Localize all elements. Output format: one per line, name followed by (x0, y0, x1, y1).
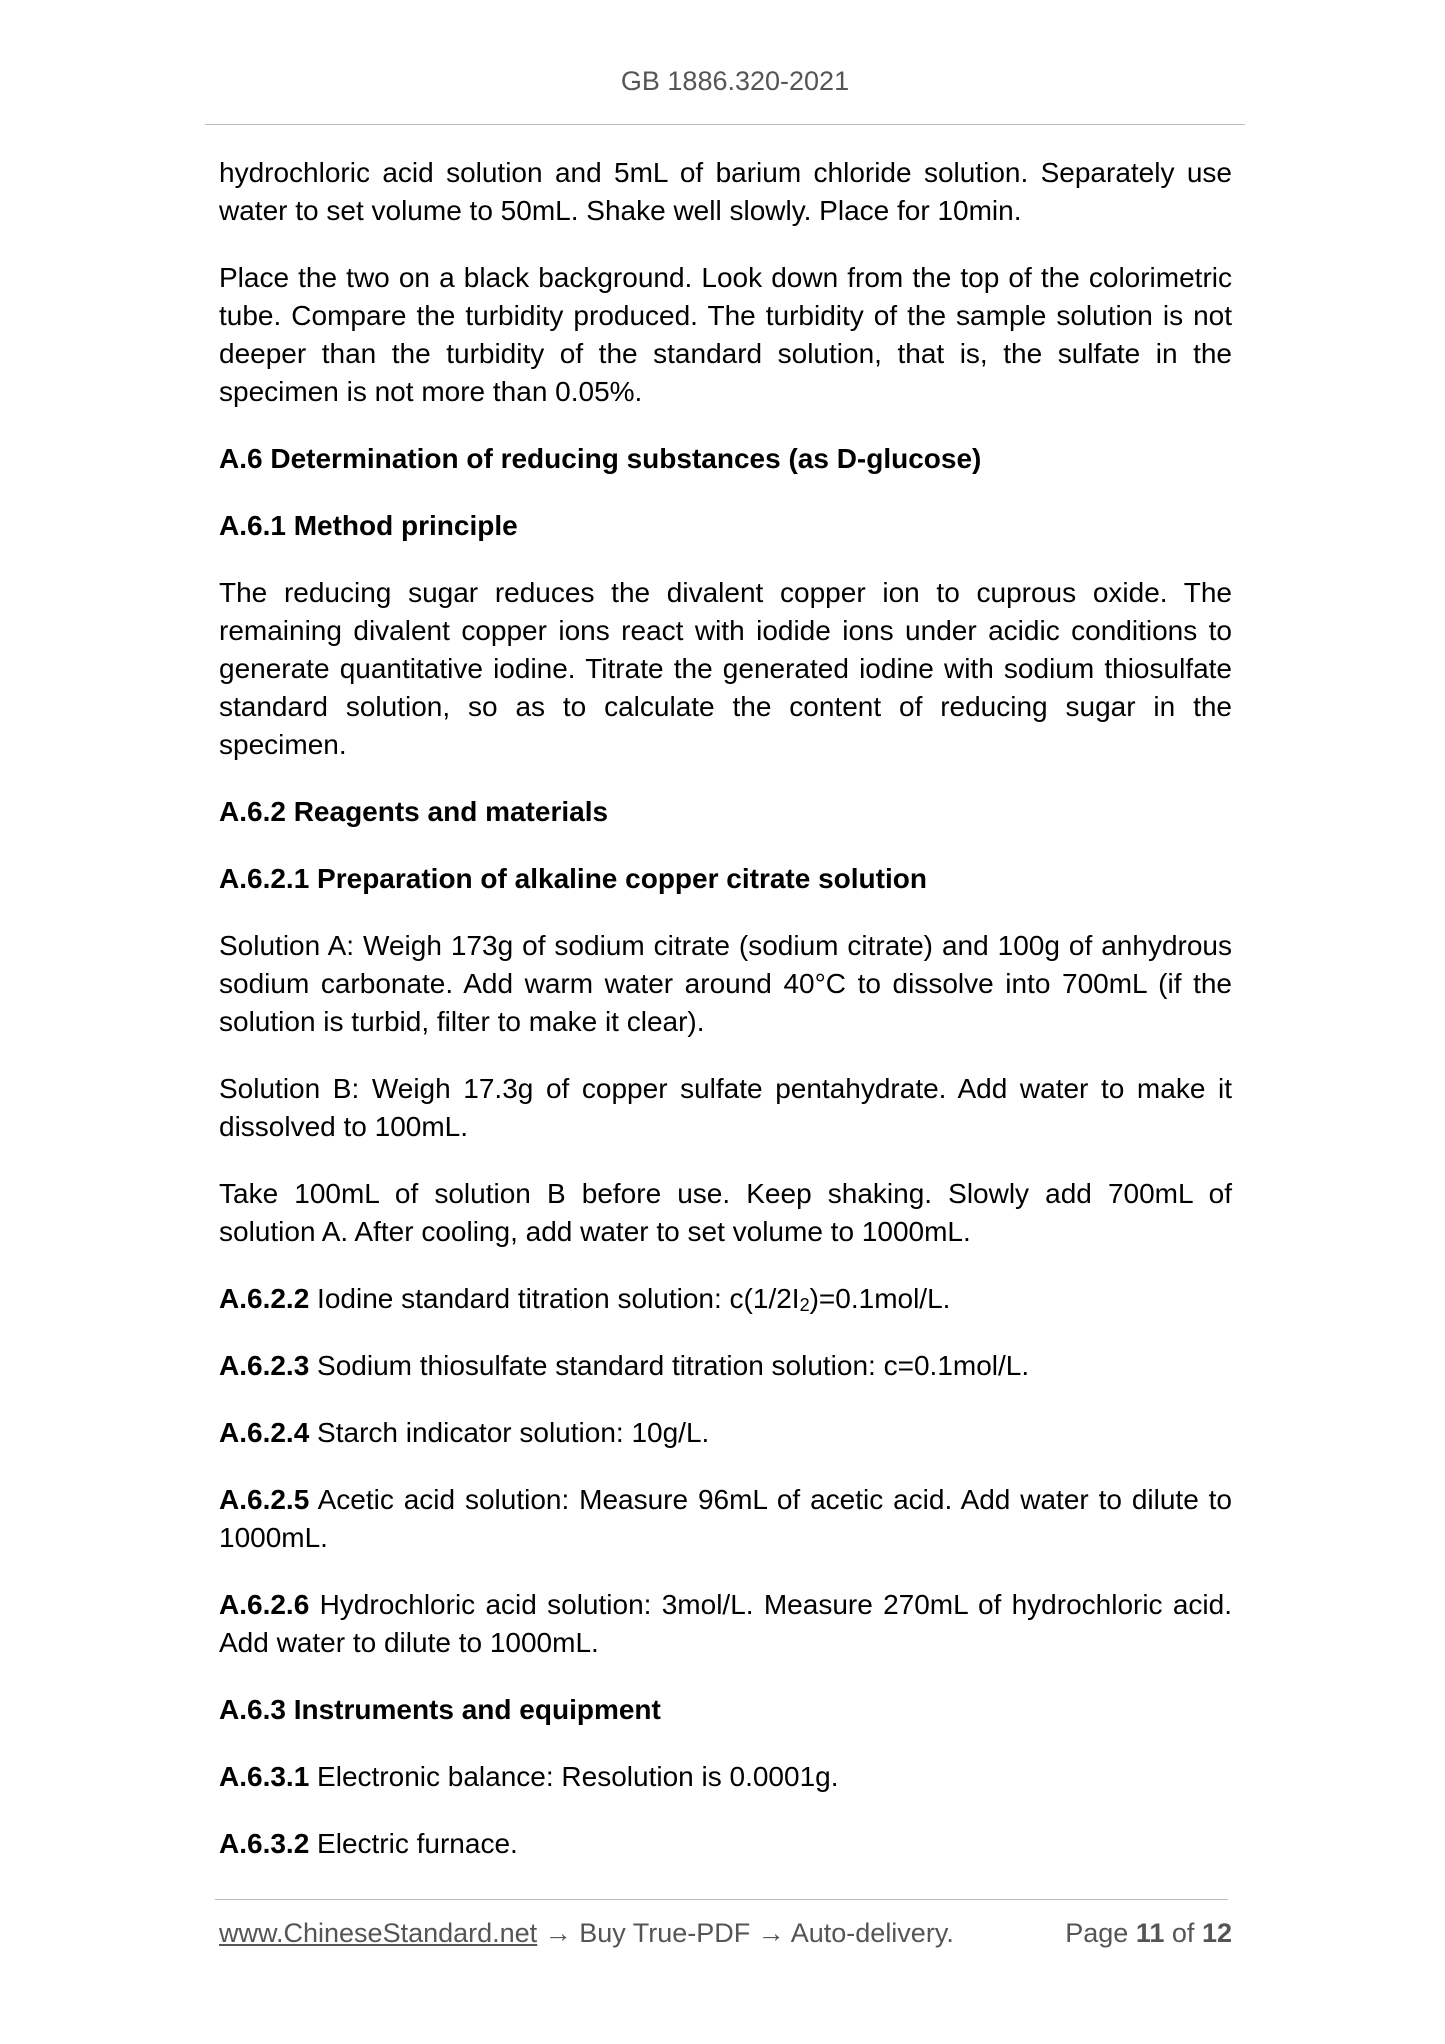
section-heading-a6-2-1: A.6.2.1 Preparation of alkaline copper citrate solution (219, 863, 927, 894)
paragraph-mixing: Take 100mL of solution B before use. Keep shaking. Slowly add 700mL of solution A. After cooling, add water to set volume to 1000mL. (219, 1178, 1232, 1247)
clause-a6-2-5 (219, 1481, 1232, 1557)
clause-a6-3-1 (219, 1758, 1232, 1796)
paragraph-solution-b: Solution B: Weigh 17.3g of copper sulfate pentahydrate. Add water to make it dissolved to 100mL. (219, 1073, 1232, 1142)
clause-number: A.6.3.2 (219, 1828, 310, 1859)
paragraph-continuation: hydrochloric acid solution and 5mL of barium chloride solution. Separately use water to set volume to 50mL. Shake well slowly. Place for 10min. (219, 157, 1232, 226)
current-page: 11 (1135, 1918, 1165, 1948)
clause-a6-2-4 (219, 1414, 1232, 1452)
section-heading-a6-2: A.6.2 Reagents and materials (219, 796, 609, 827)
document-body (219, 154, 1232, 1892)
document-code: GB 1886.320-2021 (620, 66, 850, 96)
section-heading-a6-1: A.6.1 Method principle (219, 510, 518, 541)
subscript: 2 (799, 1295, 810, 1315)
clause-number: A.6.2.5 (219, 1484, 310, 1515)
page-label: Page (1065, 1918, 1129, 1948)
total-pages: 12 (1201, 1918, 1232, 1948)
clause-text: Iodine standard titration solution: c(1/2I (309, 1283, 800, 1314)
clause-number: A.6.2.2 (219, 1283, 310, 1314)
clause-number: A.6.2.3 (219, 1350, 310, 1381)
footer-divider (215, 1899, 1228, 1900)
paragraph-method-principle: The reducing sugar reduces the divalent copper ion to cuprous oxide. The remaining divalent copper ions react with iodide ions under acidic conditions to generate quantitative iodine. Titrate the generated iodine with sodium thiosulfate standard solution, so as to calculate the content of reducing sugar in the specimen. (219, 577, 1232, 760)
paragraph-turbidity-comparison: Place the two on a black background. Look down from the top of the colorimetric tube. Compare the turbidity produced. The turbidity of the sample solution is not deeper than the turbidity of the standard solution, that is, the sulfate in the specimen is not more than 0.05%. (219, 262, 1232, 407)
section-heading-a6-3: A.6.3 Instruments and equipment (219, 1694, 661, 1725)
clause-text: Sodium thiosulfate standard titration solution: c=0.1mol/L. (309, 1350, 1030, 1381)
clause-text: Electronic balance: Resolution is 0.0001g. (309, 1761, 839, 1792)
clause-a6-2-6 (219, 1586, 1232, 1662)
clause-a6-3-2 (219, 1825, 1232, 1863)
of-label: of (1171, 1918, 1195, 1948)
footer-promo (219, 1916, 954, 1950)
clause-number: A.6.3.1 (219, 1761, 310, 1792)
clause-a6-2-2 (219, 1280, 1232, 1318)
footer-tagline: → Buy True-PDF → Auto-delivery. (537, 1918, 954, 1948)
page-number (1065, 1916, 1232, 1950)
section-heading-a6: A.6 Determination of reducing substances (as D-glucose) (219, 443, 982, 474)
page-header (205, 66, 1245, 125)
clause-a6-2-3 (219, 1347, 1232, 1385)
paragraph-solution-a: Solution A: Weigh 173g of sodium citrate (sodium citrate) and 100g of anhydrous sodium carbonate. Add warm water around 40°C to dissolve into 700mL (if the solution is turbid, filter to make it clear). (219, 930, 1232, 1037)
website-link[interactable]: www.ChineseStandard.net (219, 1918, 538, 1948)
clause-text: Hydrochloric acid solution: 3mol/L. Measure 270mL of hydrochloric acid. Add water to dilute to 1000mL. (219, 1589, 1232, 1658)
clause-text-end: )=0.1mol/L. (809, 1283, 951, 1314)
clause-number: A.6.2.4 (219, 1417, 310, 1448)
clause-number: A.6.2.6 (219, 1589, 310, 1620)
clause-text: Acetic acid solution: Measure 96mL of acetic acid. Add water to dilute to 1000mL. (219, 1484, 1232, 1553)
clause-text: Starch indicator solution: 10g/L. (309, 1417, 710, 1448)
clause-text: Electric furnace. (309, 1828, 518, 1859)
